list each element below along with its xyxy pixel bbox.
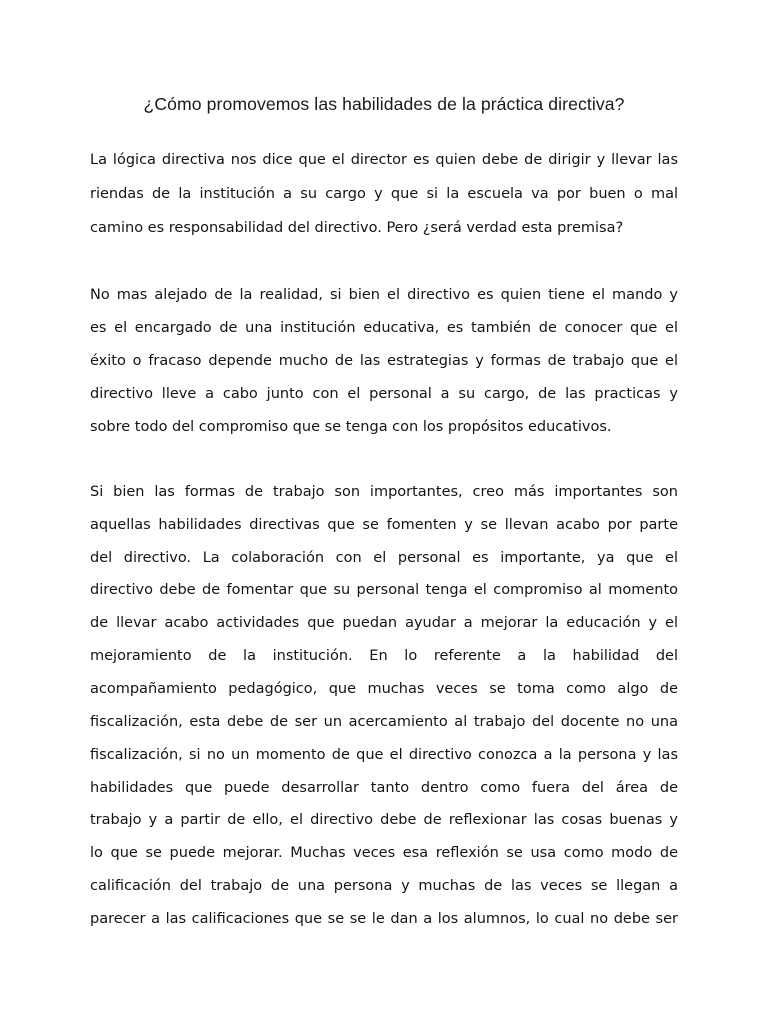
paragraph-line: del directivo. La colaboración con el personal es importante, ya que el (90, 550, 678, 566)
paragraph-line: No mas alejado de la realidad, si bien el directivo es quien tiene el mando y (90, 287, 678, 303)
paragraph-line: acompañamiento pedagógico, que muchas veces se toma como algo de (90, 681, 678, 697)
paragraph-line: éxito o fracaso depende mucho de las estrategias y formas de trabajo que el (90, 353, 678, 369)
paragraph-line: habilidades que puede desarrollar tanto dentro como fuera del área de (90, 780, 678, 796)
paragraph-line: trabajo y a partir de ello, el directivo debe de reflexionar las cosas buenas y (90, 812, 678, 828)
paragraph-line: aquellas habilidades directivas que se fomenten y se llevan acabo por parte (90, 517, 678, 533)
paragraph-line: fiscalización, esta debe de ser un acercamiento al trabajo del docente no una (90, 714, 678, 730)
paragraph-line: fiscalización, si no un momento de que el directivo conozca a la persona y las (90, 747, 678, 763)
paragraph-line: riendas de la institución a su cargo y que si la escuela va por buen o mal (90, 186, 678, 202)
paragraph-line: sobre todo del compromiso que se tenga con los propósitos educativos. (90, 419, 612, 435)
paragraph-line: directivo debe de fomentar que su personal tenga el compromiso al momento (90, 582, 678, 598)
document-title: ¿Cómo promovemos las habilidades de la práctica directiva? (143, 94, 625, 114)
paragraph-line: mejoramiento de la institución. En lo referente a la habilidad del (90, 648, 678, 664)
paragraph-line: camino es responsabilidad del directivo. Pero ¿será verdad esta premisa? (90, 220, 624, 236)
paragraph-line: parecer a las calificaciones que se se le dan a los alumnos, lo cual no debe ser (90, 911, 678, 927)
paragraph-line: de llevar acabo actividades que puedan ayudar a mejorar la educación y el (90, 615, 678, 631)
paragraph-line: La lógica directiva nos dice que el director es quien debe de dirigir y llevar las (90, 152, 678, 168)
paragraph-line: calificación del trabajo de una persona y muchas de las veces se llegan a (90, 878, 678, 894)
paragraph-line: lo que se puede mejorar. Muchas veces esa reflexión se usa como modo de (90, 845, 678, 861)
paragraph-line: Si bien las formas de trabajo son importantes, creo más importantes son (90, 484, 678, 500)
paragraph-line: es el encargado de una institución educativa, es también de conocer que el (90, 320, 678, 336)
paragraph-line: directivo lleve a cabo junto con el personal a su cargo, de las practicas y (90, 386, 678, 402)
